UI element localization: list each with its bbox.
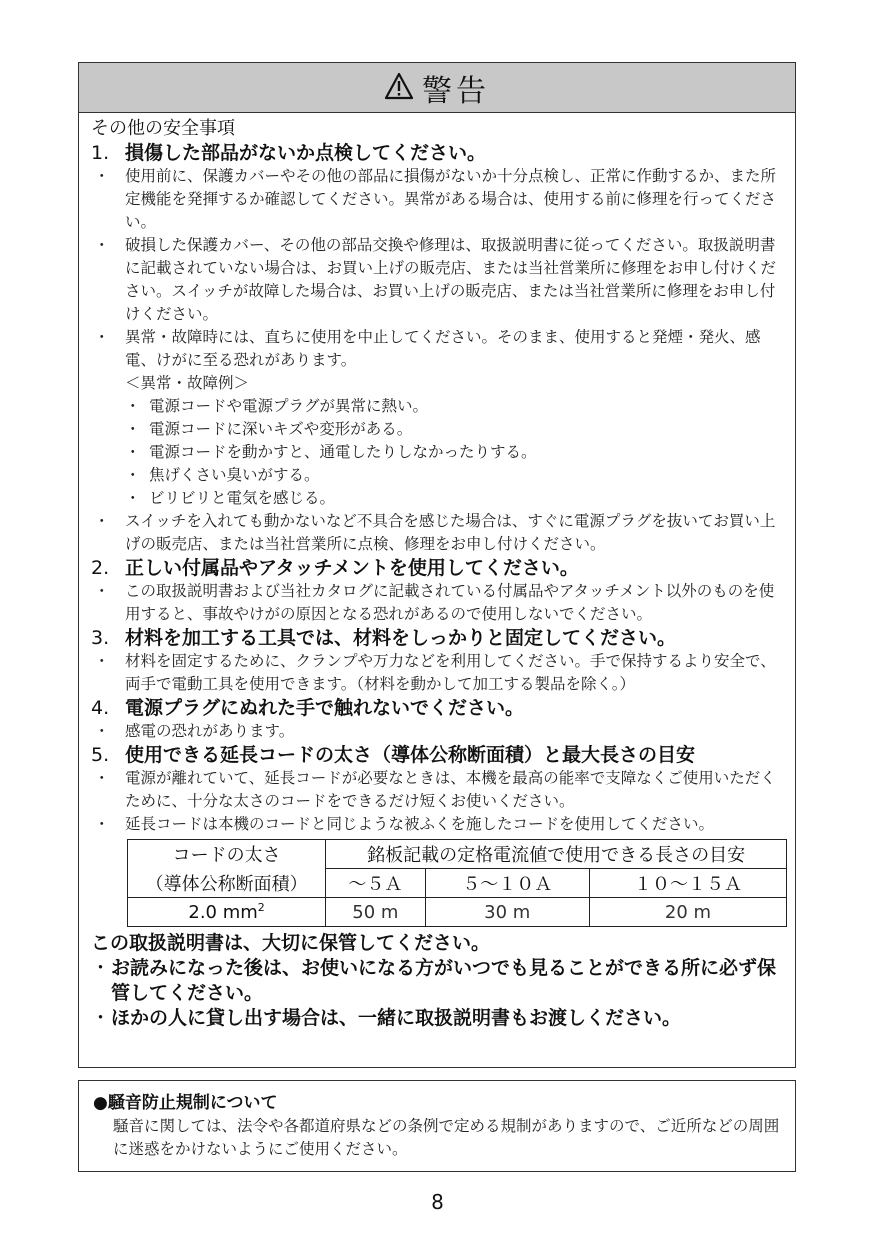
- table-group-header: 銘板記載の定格電流値で使用できる長さの目安: [326, 840, 787, 869]
- bullet: ・ 感電の恐れがあります。: [91, 720, 785, 743]
- bullet: ・ この取扱説明書および当社カタログに記載されている付属品やアタッチメント以外のものを使用すると、事故やけがの原因となる恐れがあるので使用しないでください。: [91, 580, 785, 626]
- item-heading-text: 材料を加工する工具では、材料をしっかりと固定してください。: [125, 627, 677, 649]
- example-text: 電源コードや電源プラグが異常に熱い。: [149, 397, 429, 415]
- table-header-cell: ５～１０Ａ: [425, 869, 589, 898]
- item-number: 2.: [91, 557, 110, 579]
- cord-size-superscript: 2: [257, 901, 265, 914]
- cord-size: 2.0 mm: [188, 902, 258, 923]
- keep-manual-bullet: ・ お読みになった後は、お使いになる方がいつでも見ることができる所に必ず保管してください。: [91, 956, 785, 1006]
- table-row: [128, 898, 787, 927]
- table-cell: [128, 898, 326, 927]
- example-text: 焦げくさい臭いがする。: [149, 466, 320, 484]
- bullet: ・ 異常・故障時には、直ちに使用を中止してください。そのまま、使用すると発煙・発火、感電、けがに至る恐れがあります。: [91, 326, 785, 372]
- example-title: ＜異常・故障例＞: [125, 374, 250, 392]
- keep-manual-bullet: ・ ほかの人に貸し出す場合は、一緒に取扱説明書もお渡しください。: [91, 1007, 682, 1029]
- noise-title: ●騒音防止規制について: [93, 1093, 278, 1113]
- bullet-text: 破損した保護カバー、その他の部品交換や修理は、取扱説明書に従ってください。取扱説明書に記載されていない場合は、お買い上げの販売店、または当社営業所に修理をお申し付けください。スイッチが故障した場合は、お買い上げの販売店、または当社営業所に修理をお申し付けください。: [125, 236, 777, 323]
- bullet: ・ 破損した保護カバー、その他の部品交換や修理は、取扱説明書に従ってください。取扱説明書に記載されていない場合は、お買い上げの販売店、または当社営業所に修理をお申し付けください。スイッチが故障した場合は、お買い上げの販売店、または当社営業所に修理をお申し付けください。: [91, 234, 785, 326]
- noise-text: 騒音に関しては、法令や各都道府県などの条例で定める規制がありますので、ご近所などの周囲に迷惑をかけないようにご使用ください。: [113, 1117, 780, 1158]
- warning-header: [79, 63, 795, 113]
- bullet-text: 使用前に、保護カバーやその他の部品に損傷がないか十分点検し、正常に作動するか、また所定機能を発揮するか確認してください。異常がある場合は、使用する前に修理を行ってください。: [125, 167, 777, 231]
- bullet-text: スイッチを入れても動かないなど不具合を感じた場合は、すぐに電源プラグを抜いてお買い上げの販売店、または当社営業所に点検、修理をお申し付けください。: [125, 512, 776, 553]
- bullet-text: この取扱説明書および当社カタログに記載されている付属品やアタッチメント以外のものを使用すると、事故やけがの原因となる恐れがあるので使用しないでください。: [125, 582, 775, 623]
- table-header-cell: ～５Ａ: [326, 869, 425, 898]
- example-bullet: ・ 電源コードに深いキズや変形がある。: [91, 418, 785, 441]
- bullet-text: 電源が離れていて、延長コードが必要なときは、本機を最高の能率で支障なくご使用いただくために、十分な太さのコードをできるだけ短くお使いください。: [125, 769, 776, 810]
- item-number: 1.: [91, 142, 110, 164]
- warning-body: [79, 113, 795, 1031]
- example-text: 電源コードを動かすと、通電したりしなかったりする。: [149, 443, 537, 461]
- example-bullet: ・ ビリビリと電気を感じる。: [91, 487, 785, 510]
- bullet-text: 異常・故障時には、直ちに使用を中止してください。そのまま、使用すると発煙・発火、感電、けがに至る恐れがあります。: [125, 328, 761, 369]
- example-text: ビリビリと電気を感じる。: [149, 489, 336, 507]
- keep-manual-text: ほかの人に貸し出す場合は、一緒に取扱説明書もお渡しください。: [111, 1007, 682, 1029]
- keep-manual-title: この取扱説明書は、大切に保管してください。: [91, 932, 491, 954]
- item-heading-text: 損傷した部品がないか点検してください。: [125, 142, 487, 164]
- page-number: 8: [431, 1190, 444, 1214]
- bullet: ・ 使用前に、保護カバーやその他の部品に損傷がないか十分点検し、正常に作動するか、また所定機能を発揮するか確認してください。異常がある場合は、使用する前に修理を行ってください。: [91, 165, 785, 234]
- item-heading: [91, 696, 785, 720]
- table-cell: 50 m: [326, 898, 425, 927]
- bullet: ・ 電源が離れていて、延長コードが必要なときは、本機を最高の能率で支障なくご使用いただくために、十分な太さのコードをできるだけ短くお使いください。: [91, 767, 785, 813]
- item-heading-text: 電源プラグにぬれた手で触れないでください。: [125, 697, 525, 719]
- warning-triangle-icon: [384, 72, 414, 104]
- warning-title: 警告: [422, 73, 490, 109]
- item-number: 5.: [91, 744, 110, 766]
- item-heading: [91, 626, 785, 650]
- item-heading-text: 正しい付属品やアタッチメントを使用してください。: [125, 557, 579, 579]
- item-heading: [91, 141, 785, 165]
- bullet: ・ スイッチを入れても動かないなど不具合を感じた場合は、すぐに電源プラグを抜いてお買い上げの販売店、または当社営業所に点検、修理をお申し付けください。: [91, 510, 785, 556]
- table-cell: 20 m: [589, 898, 786, 927]
- example-bullet: ・ 電源コードを動かすと、通電したりしなかったりする。: [91, 441, 785, 464]
- section-subtitle: その他の安全事項: [91, 118, 235, 139]
- cord-length-table: [127, 839, 787, 927]
- bullet: ・ 材料を固定するために、クランプや万力などを利用してください。手で保持するより安全で、両手で電動工具を使用できます。（材料を動かして加工する製品を除く。）: [91, 650, 785, 696]
- item-number: 3.: [91, 627, 110, 649]
- keep-manual-text: お読みになった後は、お使いになる方がいつでも見ることができる所に必ず保管してください。: [111, 957, 777, 1004]
- table-header-cell: （導体公称断面積）: [128, 869, 326, 898]
- example-bullet: ・ 電源コードや電源プラグが異常に熱い。: [91, 395, 785, 418]
- bullet: ・ 延長コードは本機のコードと同じような被ふくを施したコードを使用してください。: [91, 813, 785, 836]
- bullet-text: 感電の恐れがあります。: [125, 722, 295, 740]
- table-header-cell: １０～１５Ａ: [589, 869, 786, 898]
- example-bullet: ・ 焦げくさい臭いがする。: [91, 464, 785, 487]
- table-header-cell: コードの太さ: [128, 840, 326, 869]
- item-heading-text: 使用できる延長コードの太さ（導体公称断面積）と最大長さの目安: [125, 744, 696, 766]
- bullet-text: 延長コードは本機のコードと同じような被ふくを施したコードを使用してください。: [125, 815, 715, 833]
- example-text: 電源コードに深いキズや変形がある。: [149, 420, 413, 438]
- noise-regulation-box: [78, 1080, 796, 1172]
- table-row: [128, 840, 787, 869]
- item-heading: [91, 743, 785, 767]
- table-row: [128, 869, 787, 898]
- item-heading: [91, 556, 785, 580]
- warning-box: [78, 62, 796, 1068]
- table-cell: 30 m: [425, 898, 589, 927]
- item-number: 4.: [91, 697, 110, 719]
- bullet-text: 材料を固定するために、クランプや万力などを利用してください。手で保持するより安全で、両手で電動工具を使用できます。（材料を動かして加工する製品を除く。）: [125, 652, 776, 693]
